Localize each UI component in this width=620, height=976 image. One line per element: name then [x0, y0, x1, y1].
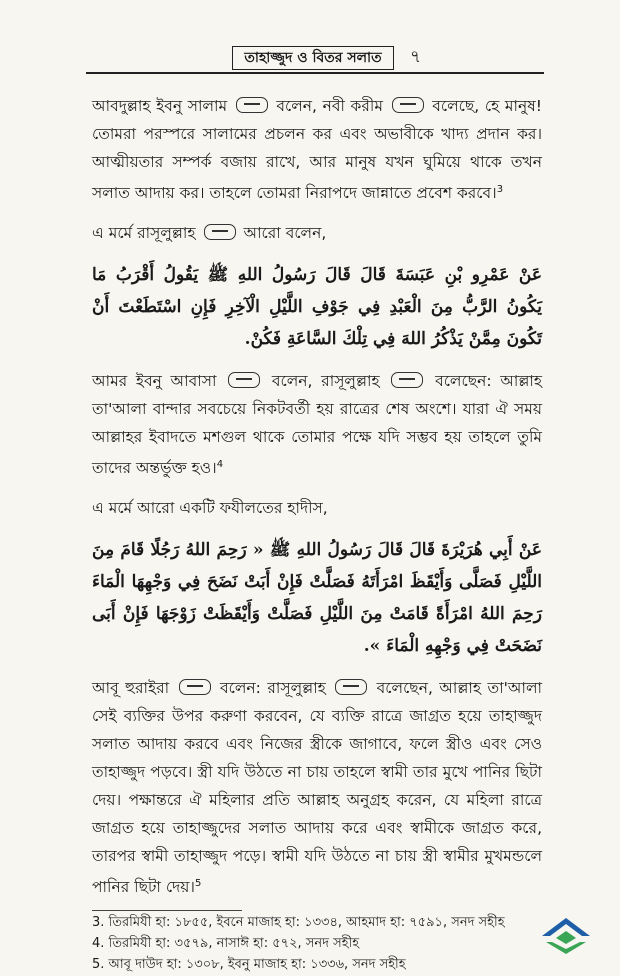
footnote-ref: 3 [496, 184, 504, 195]
radiyallahu-anhu-icon [236, 97, 268, 113]
footnotes [92, 912, 512, 975]
footnote-ref: 5 [194, 878, 202, 890]
arabic-hadith-2: عَنْ أَبِي هُرَيْرَةَ قَالَ قَالَ رَسُولُ اللهِ ﷺ « رَحِمَ اللهُ رَجُلًا قَامَ مِنَ اللَّيْلِ فَصَلَّى وَأَيْقَظَ امْرَأَتَهُ فَصَلَّتْ فَإِنْ أَبَتْ نَضَحَ فِي وَجْهِهَا الْمَاءَ رَحِمَ اللهُ امْرَأَةً قَامَتْ مِنَ اللَّيْلِ فَصَلَّتْ وَأَيْقَظَتْ زَوْجَهَا فَإِنْ أَبَى نَضَحَتْ فِي وَجْهِهِ الْمَاءَ ». [92, 540, 542, 657]
text: এ মর্মে রাসূলুল্লাহ [92, 224, 196, 243]
paragraph-5 [92, 674, 542, 901]
sallallahu-alaihi-wasallam-icon [392, 97, 424, 113]
text: বলেছে, হে মানুষ! তোমরা পরস্পরে সালামের প্রচলন কর এবং অভাবীকে খাদ্য প্রদান কর। আত্মীয়তার সম্পর্ক বজায় রাখে, আর মানুষ যখন ঘুমিয়ে থাকে তখন সলাত আদায় কর। তাহলে তোমরা নিরাপদে জান্নাতে প্রবেশ করবে। [92, 97, 543, 203]
text: বলেন, নবী করীম [276, 97, 383, 115]
text: আবদুল্লাহ ইবনু সালাম [92, 97, 228, 115]
arabic-hadith-1: عَنْ عَمْرِو بْنِ عَبَسَةَ قَالَ قَالَ رَسُولُ اللهِ ﷺ يَقُولُ أَقْرَبُ مَا يَكُونُ الرَّبُّ مِنَ الْعَبْدِ فِي جَوْفِ اللَّيْلِ الْآخِرِ فَإِنِ اسْتَطَعْتَ أَنْ تَكُونَ مِمَّنْ يَذْكُرُ اللهَ فِي تِلْكَ السَّاعَةِ فَكُنْ. [92, 265, 542, 350]
radiyallahu-anhu-icon [179, 679, 211, 695]
page-body [92, 92, 542, 901]
text: বলেন: রাসূলুল্লাহ [220, 679, 326, 698]
text: আমর ইবনু আবাসা [92, 372, 217, 391]
publisher-logo-icon [536, 914, 596, 956]
footnote-4: 4. তিরমিযী হা: ৩৫৭৯, নাসাঈ হা: ৫৭২, সনদ সহীহ [92, 936, 360, 951]
text: আরো বলেন, [243, 224, 327, 243]
paragraph-4: এ মর্মে আরো একটি ফযীলতের হাদীস, [92, 499, 328, 518]
page-header [0, 44, 620, 80]
text: বলেছেন, আল্লাহ তা'আলা সেই ব্যক্তির উপর করুণা করবেন, যে ব্যক্তি রাত্রে জাগ্রত হয়ে তাহাজ্জুদ সলাত আদায় করবে এবং নিজের স্ত্রীকে জাগাবে, ফলে স্ত্রীও এবং সেও তাহাজ্জুদ পড়বে। স্ত্রী যদি উঠতে না চায় তাহলে স্বামী তার মুখে পানির ছিটা দেয়। পক্ষান্তরে ঐ মহিলার প্রতি আল্লাহ অনুগ্রহ করেন, যে মহিলা রাত্রে জাগ্রত হয়ে তাহাজ্জুদের সলাত আদায় করে এবং স্বামীকে জাগ্রত করে, তারপর স্বামী তাহাজ্জুদ পড়ে। স্বামী যদি উঠতে না চায় স্ত্রী স্বামীর মুখমন্ডলে পানির ছিটা দেয়। [92, 679, 542, 897]
sallallahu-alaihi-wasallam-icon [391, 372, 423, 388]
radiyallahu-anhu-icon [228, 372, 260, 388]
text: বলেন, রাসূলুল্লাহ [271, 372, 380, 391]
header-rule [86, 72, 544, 74]
footnote-rule [92, 910, 242, 911]
page-number: ৭ [410, 47, 422, 67]
footnote-ref: 4 [216, 459, 224, 471]
running-title: তাহাজ্জুদ ও বিতর সলাত [232, 46, 394, 70]
footnote-5: 5. আবূ দাউদ হা: ১৩০৮, ইবনু মাজাহ হা: ১৩৩৬, সনদ সহীহ [92, 957, 406, 972]
footnote-3: 3. তিরমিযী হা: ১৮৫৫, ইবনে মাজাহ হা: ১৩৩৪, আহমাদ হা: ৭৫৯১, সনদ সহীহ [92, 915, 505, 930]
sallallahu-alaihi-wasallam-icon [335, 679, 367, 695]
paragraph-3 [92, 367, 542, 482]
text: আবূ হুরাইরা [92, 679, 170, 698]
text: বলেছেন: আল্লাহ তা'আলা বান্দার সবচেয়ে নিকটবর্তী হয় রাত্রের শেষ অংশে। যারা ঐ সময় আল্লাহর ইবাদতে মশগুল থাকে তোমার পক্ষে যদি সম্ভব হয় তাহলে তুমি তাদের অন্তর্ভুক্ত হও। [92, 372, 542, 478]
paragraph-2 [92, 219, 542, 247]
paragraph-1 [92, 92, 542, 207]
sallallahu-alaihi-wasallam-icon [204, 224, 236, 240]
